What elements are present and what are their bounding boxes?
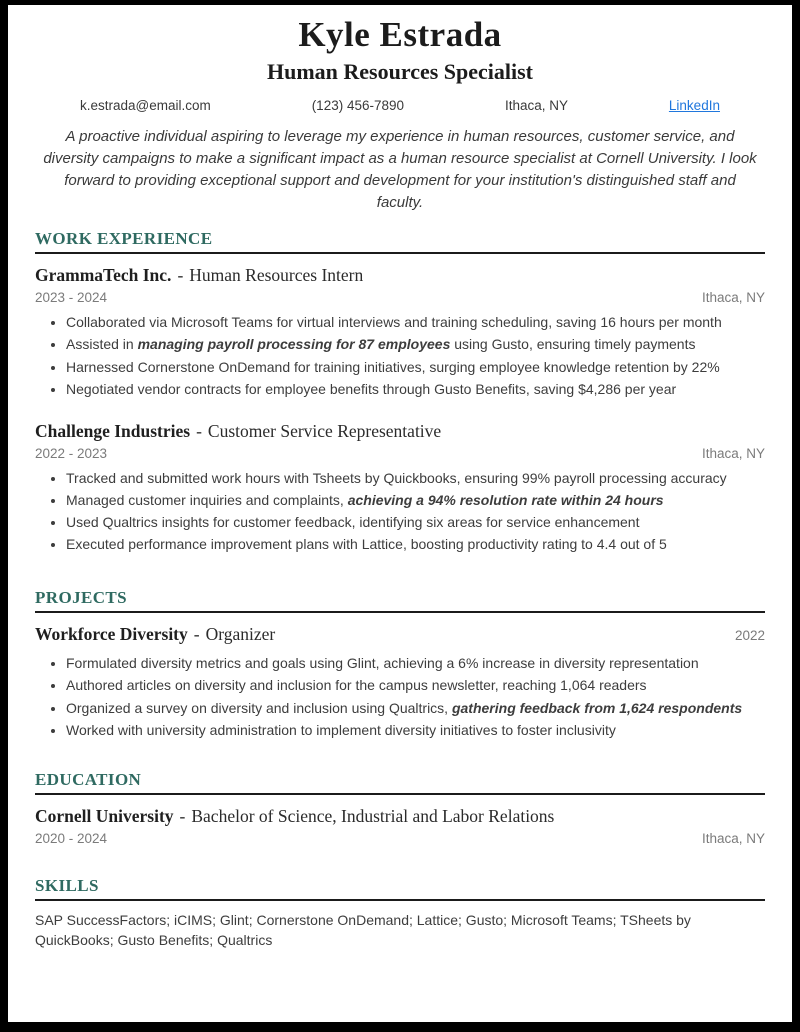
organization-name: Challenge Industries bbox=[35, 420, 191, 441]
bullet-item bbox=[66, 698, 765, 718]
bullet-item bbox=[66, 675, 765, 695]
bullet-text: Authored articles on diversity and inclusion for the campus newsletter, reaching 1,064 readers bbox=[66, 677, 647, 694]
bullet-text: Harnessed Cornerstone OnDemand for training initiatives, surging employee knowledge retention by 22% bbox=[66, 358, 720, 375]
organization-name: Cornell University bbox=[35, 805, 174, 826]
project-entries bbox=[35, 624, 765, 740]
bullet-item bbox=[66, 379, 765, 399]
entry-dates: 2023 - 2024 bbox=[35, 290, 108, 306]
entry-location: Ithaca, NY bbox=[701, 830, 765, 846]
bullet-item bbox=[66, 357, 765, 377]
projects-entry bbox=[35, 624, 765, 740]
projects-heading: PROJECTS bbox=[35, 588, 765, 613]
entry-title-row bbox=[35, 265, 765, 287]
entry-dates: 2020 - 2024 bbox=[35, 830, 108, 846]
entry-year: 2022 bbox=[734, 628, 765, 644]
entry-title-text bbox=[35, 806, 554, 828]
bullet-item bbox=[66, 312, 765, 332]
title-separator: - bbox=[177, 265, 184, 286]
title-separator: - bbox=[193, 624, 200, 645]
entry-location: Ithaca, NY bbox=[701, 445, 765, 461]
bullet-text: using Gusto, ensuring timely payments bbox=[450, 336, 696, 353]
bullet-text: Collaborated via Microsoft Teams for virtual interviews and training scheduling, saving 16 hours per month bbox=[66, 314, 722, 331]
bullet-item bbox=[66, 653, 765, 673]
bullet-text: achieving a 94% resolution rate within 24 hours bbox=[347, 491, 664, 508]
organization-name: Workforce Diversity bbox=[35, 624, 188, 645]
bullet-item bbox=[66, 490, 765, 510]
bullet-text: managing payroll processing for 87 employees bbox=[137, 336, 451, 353]
role-title: Organizer bbox=[205, 624, 276, 645]
role-title: Customer Service Representative bbox=[207, 420, 442, 441]
entry-title-row bbox=[35, 806, 765, 828]
bullet-item bbox=[66, 334, 765, 354]
bullet-list bbox=[35, 312, 765, 399]
bullet-item bbox=[66, 720, 765, 740]
title-separator: - bbox=[179, 805, 186, 826]
role-title: Bachelor of Science, Industrial and Labor Relations bbox=[191, 805, 555, 826]
skills-list: SAP SuccessFactors; iCIMS; Glint; Cornerstone OnDemand; Lattice; Gusto; Microsoft Teams; TSheets by QuickBooks; Gusto Benefits; Qualtrics bbox=[35, 911, 691, 949]
bullet-list bbox=[35, 653, 765, 740]
entry-meta-row bbox=[35, 446, 765, 461]
work-entries bbox=[35, 265, 765, 554]
education-entries bbox=[35, 806, 765, 846]
entry-meta-row bbox=[35, 831, 765, 846]
role-title: Human Resources Intern bbox=[189, 265, 364, 286]
contact-email: k.estrada@email.com bbox=[80, 97, 211, 113]
education-heading: EDUCATION bbox=[35, 770, 765, 795]
bullet-text: Organized a survey on diversity and inclusion using Qualtrics, bbox=[66, 699, 452, 716]
linkedin-link[interactable]: LinkedIn bbox=[668, 97, 720, 113]
entry-title-text bbox=[35, 265, 363, 287]
summary-paragraph: A proactive individual aspiring to leverage my experience in human resources, customer service, and diversity campaigns to make a significant impact as a human resource specialist at Cornell University. I look forward to providing exceptional support and development for your institution's distinguished staff and faculty. bbox=[43, 127, 757, 212]
education-entry bbox=[35, 806, 765, 846]
bullet-text: Worked with university administration to implement diversity initiatives to foster inclusivity bbox=[66, 721, 616, 738]
work-entry bbox=[35, 421, 765, 555]
bullet-text: Assisted in bbox=[66, 336, 138, 353]
entry-title-row bbox=[35, 421, 765, 443]
skills-heading: SKILLS bbox=[35, 876, 765, 901]
person-name: Kyle Estrada bbox=[298, 15, 502, 54]
bullet-text: Tracked and submitted work hours with Tsheets by Quickbooks, ensuring 99% payroll processing accuracy bbox=[66, 469, 727, 486]
contact-row bbox=[80, 98, 720, 113]
entry-dates: 2022 - 2023 bbox=[35, 445, 108, 461]
bullet-text: Managed customer inquiries and complaints, bbox=[66, 491, 348, 508]
bullet-item bbox=[66, 534, 765, 554]
bullet-text: Executed performance improvement plans with Lattice, boosting productivity rating to 4.4 out of 5 bbox=[66, 536, 667, 553]
organization-name: GrammaTech Inc. bbox=[35, 265, 172, 286]
section-skills bbox=[35, 876, 765, 951]
section-projects bbox=[35, 588, 765, 740]
entry-meta-row bbox=[35, 290, 765, 305]
entry-title-row bbox=[35, 624, 765, 646]
bullet-text: Negotiated vendor contracts for employee benefits through Gusto Benefits, saving $4,286 per year bbox=[66, 380, 677, 397]
work-entry bbox=[35, 265, 765, 399]
work-experience-heading: WORK EXPERIENCE bbox=[35, 229, 765, 254]
section-work-experience bbox=[35, 229, 765, 554]
person-title: Human Resources Specialist bbox=[266, 59, 534, 85]
entry-title-text bbox=[35, 421, 441, 443]
bullet-text: Formulated diversity metrics and goals using Glint, achieving a 6% increase in diversity representation bbox=[66, 655, 699, 672]
bullet-list bbox=[35, 468, 765, 555]
section-education bbox=[35, 770, 765, 846]
bullet-item bbox=[66, 512, 765, 532]
bullet-text: Used Qualtrics insights for customer feedback, identifying six areas for service enhancement bbox=[66, 514, 640, 531]
bullet-text: gathering feedback from 1,624 respondents bbox=[451, 699, 743, 716]
contact-location: Ithaca, NY bbox=[504, 97, 568, 113]
entry-location: Ithaca, NY bbox=[701, 290, 765, 306]
contact-phone: (123) 456-7890 bbox=[311, 97, 405, 113]
bullet-item bbox=[66, 468, 765, 488]
title-separator: - bbox=[196, 420, 202, 441]
entry-title-text bbox=[35, 624, 275, 646]
